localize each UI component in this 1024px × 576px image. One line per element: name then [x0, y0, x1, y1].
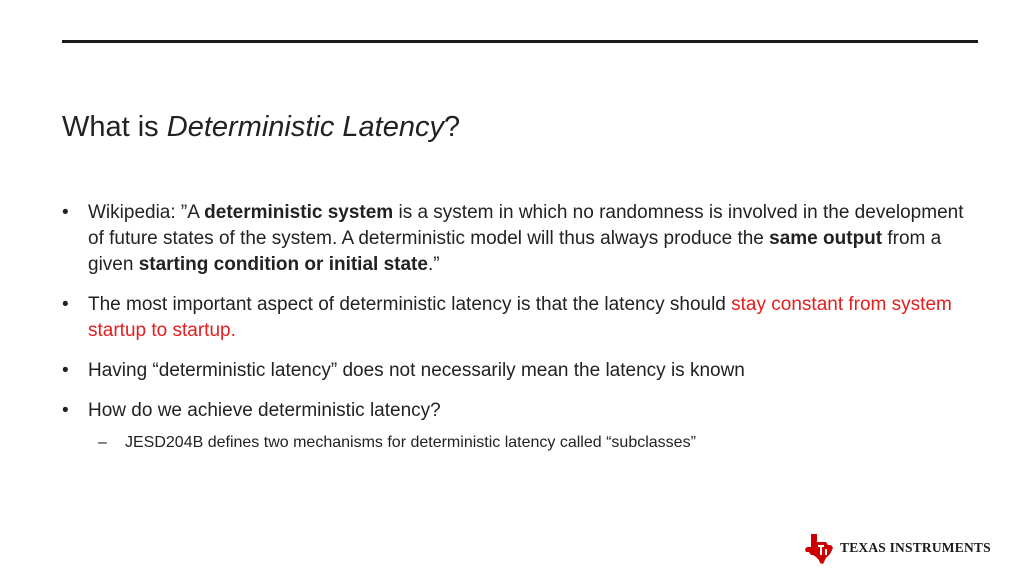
slide-title: [62, 108, 460, 146]
bullet-bold-text: same output: [769, 228, 883, 249]
bullet-item: [62, 292, 967, 344]
bullet-text: Having “deterministic latency” does not necessarily mean the latency is known: [88, 360, 745, 381]
sub-bullet-text: JESD204B defines two mechanisms for deterministic latency called “subclasses”: [125, 434, 696, 451]
sub-bullet-marker: –: [98, 434, 107, 451]
bullet-marker: •: [62, 400, 69, 421]
title-suffix: ?: [443, 111, 461, 143]
sub-bullet-item: [62, 432, 967, 454]
bullet-text: Wikipedia: ”A: [88, 202, 205, 223]
bullet-item: [62, 398, 967, 424]
bullet-text: How do we achieve deterministic latency?: [88, 400, 441, 421]
bullet-bold-text: deterministic system: [204, 202, 394, 223]
texas-state-icon: [804, 533, 834, 565]
bullet-list: [62, 200, 967, 454]
top-divider: [62, 40, 978, 43]
bullet-item: [62, 200, 967, 278]
bullet-marker: •: [62, 294, 69, 315]
bullet-marker: •: [62, 202, 69, 223]
bullet-text: .”: [427, 254, 440, 275]
bullet-item: [62, 358, 967, 384]
title-prefix: What is: [62, 111, 167, 143]
texas-instruments-logo: [804, 530, 1014, 566]
bullet-text: The most important aspect of deterministic latency is that the latency should: [88, 294, 732, 315]
logo-text: TEXAS INSTRUMENTS: [840, 540, 991, 555]
bullet-text: is a system in which no randomness is involved in the development of future states of the system. A deterministic model will thus always produce the: [88, 202, 964, 249]
bullet-marker: •: [62, 360, 69, 381]
bullet-text: from a given: [88, 228, 942, 275]
bullet-highlight-text: stay constant from system startup to startup.: [88, 294, 952, 341]
bullet-bold-text: starting condition or initial state: [138, 254, 428, 275]
title-emphasis: Deterministic Latency: [166, 111, 444, 143]
